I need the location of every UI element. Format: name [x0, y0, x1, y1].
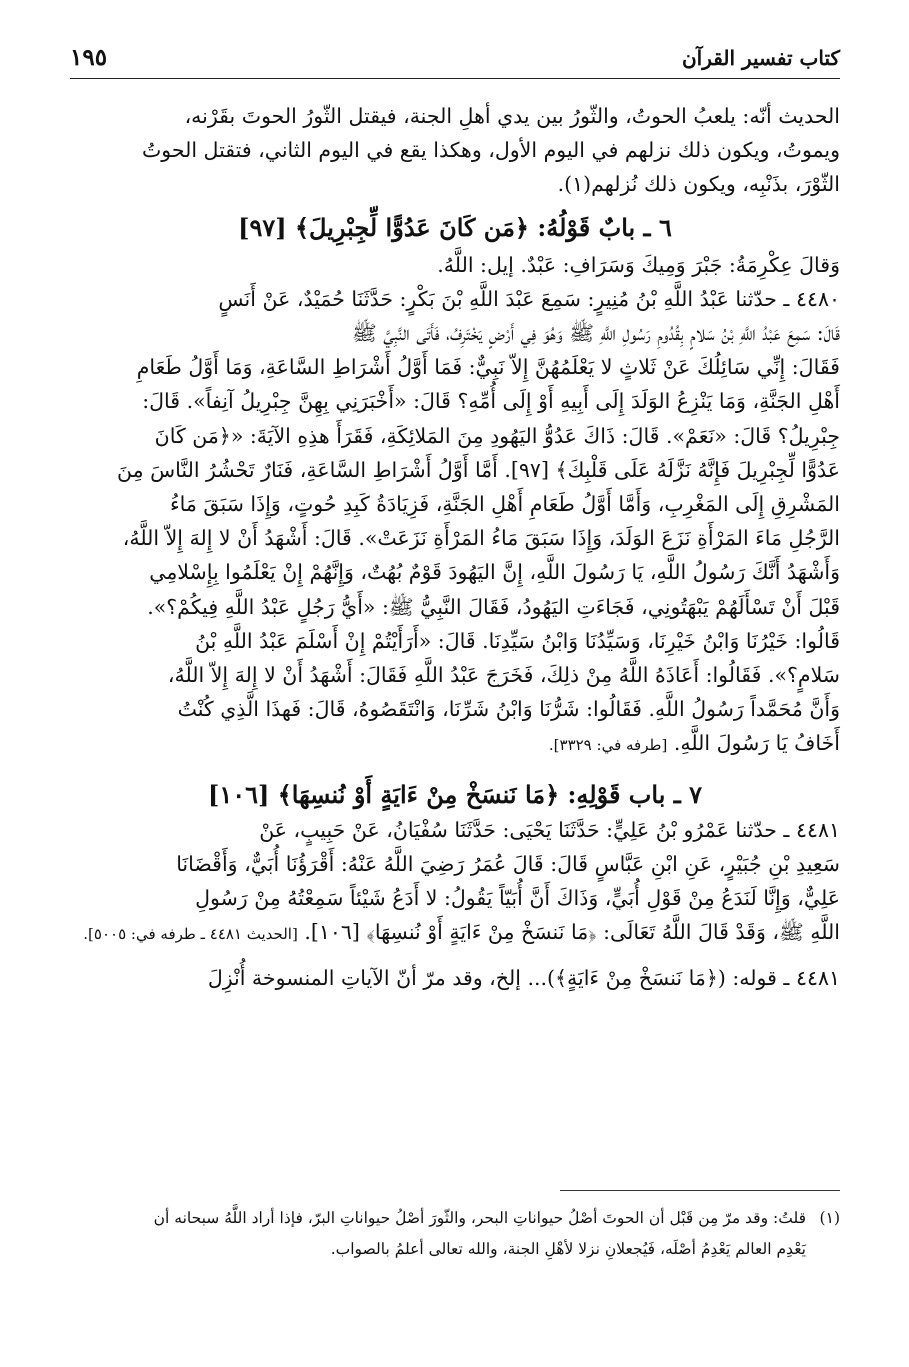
- footnote-line: [70, 1203, 840, 1234]
- text-line: فَقَالَ: إِنِّي سَائِلُكَ عَنْ ثَلاثٍ لا يَعْلَمُهُنَّ إِلاّ نَبِيٌّ: فَمَا أَوَّلُ أَشْرَاطِ السَّاعَةِ، وَمَا أَوَّلُ طَعَامِ: [136, 355, 840, 380]
- text-line: عَدُوًّا لِّجِبْرِيلَ فَإِنَّهُ نَزَّلَهُ عَلَى قَلْبِكَ﴾ [٩٧]. أَمَّا أَوَّلُ أَشْرَاطِ السَّاعَةِ، فَنَارٌ تَحْشُرُ النَّاسَ مِنَ: [117, 457, 840, 482]
- footnote-text: قلتُ: وقد مرّ مِن قَبْل أن الحوتَ أصْلُ حيواناتِ البحر، والثّورَ أصْلُ حيواناتِ البرّ، فإذا أراد اللَّهُ سبحانه أن: [153, 1209, 806, 1227]
- text-line: قَالُوا: خَيْرُنَا وَابْنُ خَيْرِنَا، وَسَيِّدُنَا وَابْنُ سَيِّدِنَا. قَالَ: «أَرَأَيْتُمْ إِنْ أَسْلَمَ عَبْدُ اللَّهِ بْنُ: [195, 628, 840, 653]
- footnote-separator: [560, 1190, 840, 1191]
- footnote: [70, 1203, 840, 1265]
- section-heading-7: ٧ ـ باب قَوْلِهِ: ﴿مَا نَنسَخْ مِنْ ءَايَةٍ أَوْ نُنسِهَا﴾ [١٠٦]: [207, 779, 703, 809]
- text-line: المَشْرِقِ إِلَى المَغْرِبِ، وَأَمَّا أَوَّلُ طَعَامِ أَهْلِ الجَنَّةِ، فَزِيَادَةُ كَبِدِ حُوتٍ، وَإِذَا سَبَقَ مَاءُ: [170, 492, 840, 517]
- text-line: قَالَ: سَمِعَ عَبْدُ اللَّهِ بْنُ سَلامٍ بِقُدُومِ رَسُولِ اللَّهِ ﷺ وَهُوَ فِي أَرْضٍ يَخْتَرِفُ، فَأَتَى النَّبِيَّ ﷺ: [351, 321, 840, 346]
- text-line: جِبْرِيلُ؟ قَالَ: «نَعَمْ». قَالَ: ذَاكَ عَدُوُّ اليَهُودِ مِنَ المَلائِكَةِ، فَقَرَأَ هذِهِ الآيَةَ: «﴿مَن كَانَ: [154, 423, 840, 448]
- text-line: [70, 915, 840, 951]
- main-text: [70, 99, 840, 996]
- text-line: أَهْلِ الجَنَّةِ، وَمَا يَنْزِعُ الوَلَدَ إِلَى أَبِيهِ أَوْ إِلَى أُمِّهِ؟ قَالَ: «أَخْبَرَنِي بِهِنَّ جِبْرِيلُ آنِفاً». قَالَ:: [142, 389, 840, 414]
- text-line: وَأَنَّ مُحَمَّداً رَسُولُ اللَّهِ. فَقَالُوا: شَرُّنَا وَابْنُ شَرِّنَا، وَانْتَقَصُوهُ، قَالَ: فَهذَا الَّذِي كُنْتُ: [177, 697, 840, 722]
- section-7-body: [70, 813, 840, 952]
- commentary-line: ٤٤٨١ ـ قوله: (﴿مَا نَنسَخْ مِنْ ءَايَةٍ﴾)... إلخ، وقد مرّ أنّ الآياتِ المنسوخة أُنْزِلَ: [207, 966, 840, 991]
- text-line: الرَّجُلِ مَاءَ المَرْأَةِ نَزَعَ الوَلَدَ، وَإِذَا سَبَقَ مَاءُ المَرْأَةِ نَزَعَتْ». قَالَ: أَشْهَدُ أَنْ لا إِلهَ إِلاّ اللَّهُ،: [122, 526, 840, 551]
- cross-reference: [طرفه في: ٣٣٢٩].: [548, 736, 668, 755]
- book-title: كتاب تفسير القرآن: [681, 46, 840, 70]
- page: [70, 38, 840, 996]
- text-fragment: أَخَافُ يَا رَسُولَ اللَّهِ.: [673, 731, 840, 756]
- text-fragment: اللَّهِ ﷺ، وَقَدْ قَالَ اللَّهُ تَعَالَى: ﴿مَا نَنسَخْ مِنْ ءَايَةٍ أَوْ نُنسِهَا﴾ [١٠٦].: [304, 920, 840, 945]
- text-line: ٤٤٨٠ ـ حدّثنا عَبْدُ اللَّهِ بْنُ مُنِيرٍ: سَمِعَ عَبْدَ اللَّهِ بْنَ بَكْرٍ: حَدَّثَنَا حُمَيْدٌ، عَنْ أَنَسٍ: [218, 286, 840, 311]
- section-heading-6: ٦ ـ بابٌ قَوْلُهُ: ﴿مَن كَانَ عَدُوًّا لِّجِبْرِيلَ﴾ [٩٧]: [238, 212, 672, 242]
- text-line: ويموتُ، ويكون ذلك نزلهم في اليوم الأول، وهكذا يقع في اليوم الثاني، فتقتل الحوتُ: [141, 138, 840, 163]
- section-6-body: [70, 248, 840, 763]
- page-number: ١٩٥: [70, 44, 108, 71]
- intro-paragraph: [70, 99, 840, 202]
- text-line: سَلامٍ؟». فَقَالُوا: أَعَاذَهُ اللَّهُ مِنْ ذلِكَ، فَخَرَجَ عَبْدُ اللَّهِ فَقَالَ: أَشْهَدُ أَنْ لا إِلهَ إِلاّ اللَّهُ،: [167, 663, 840, 688]
- footnote-number: (١): [819, 1209, 840, 1227]
- text-line: قَبْلَ أَنْ تَسْأَلَهُمْ يَبْهَتُونِي، فَجَاءَتِ اليَهُودُ، فَقَالَ النَّبِيُّ ﷺ: «أَيُّ رَجُلٍ عَبْدُ اللَّهِ فِيكُمْ؟».: [147, 594, 840, 619]
- text-line: عَلِيٌّ، وَإِنَّا لَنَدَعُ مِنْ قَوْلِ أُبَيٍّ، وَذَاكَ أَنَّ أُبَيّاً يَقُولُ: لا أَدَعُ شَيْئاً سَمِعْتُهُ مِنْ رَسُولِ: [195, 886, 840, 911]
- text-line: [70, 726, 840, 762]
- text-line: وَقالَ عِكْرِمَةُ: جَبْرَ وَمِيكَ وَسَرَافِ: عَبْدٌ. إيل: اللَّهُ.: [437, 252, 840, 277]
- text-line: الحديث أنّه: يلعبُ الحوتُ، والثّورُ بين يدي أهلِ الجنة، فيقتل الثّورُ الحوتَ بقَرْنه،: [184, 104, 840, 128]
- text-line: وَأَشْهَدُ أَنَّكَ رَسُولُ اللَّهِ، يَا رَسُولَ اللَّهِ، إِنَّ اليَهُودَ قَوْمٌ بُهُتٌ، وَإِنَّهُمْ إِنْ يَعْلَمُوا بِإِسْلامِي: [149, 560, 840, 585]
- text-line: ٤٤٨١ ـ حدّثنا عَمْرُو بْنُ عَلِيٍّ: حَدَّثَنَا يَحْيَى: حَدَّثَنَا سُفْيَانُ، عَنْ حَبِيبٍ، عَنْ: [259, 817, 840, 842]
- running-header: [70, 38, 840, 79]
- text-line: الثّوْرَ، بذَنْبِه، ويكون ذلك نُزلهم(١).: [557, 172, 840, 197]
- footnote-line: يَعْدِم العالم يَعْدِمُ أصْلَه، فَيُجعلانِ نزلا لأهْلِ الجنة، والله تعالى أعلمُ بالصواب.: [330, 1240, 806, 1258]
- text-line: سَعِيدِ بْنِ جُبَيْرٍ، عَنِ ابْنِ عَبَّاسٍ قَالَ: قَالَ عُمَرُ رَضِيَ اللَّهُ عَنْهُ: أَقْرَؤُنَا أُبَيٌّ، وَأَقْضَانَا: [176, 851, 840, 876]
- cross-reference: [الحديث ٤٤٨١ ـ طرفه في: ٥٠٠٥].: [83, 925, 298, 944]
